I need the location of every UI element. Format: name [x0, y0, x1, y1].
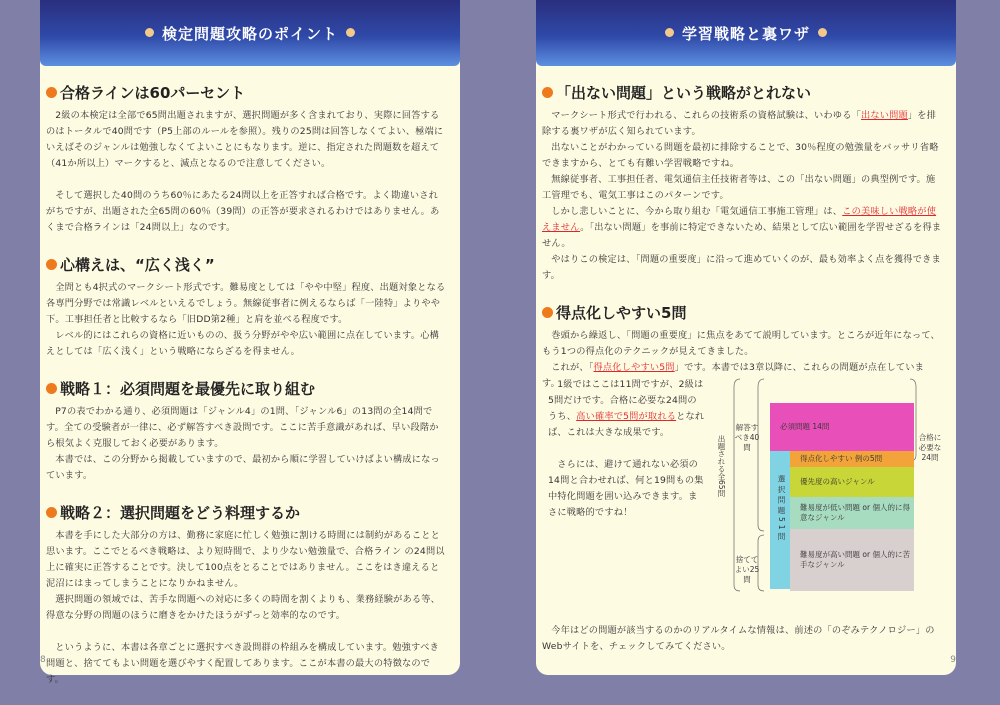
- bullet-icon: [46, 383, 57, 394]
- paragraph: 今年はどの問題が該当するのかのリアルタイムな情報は、前述の「のぞみテクノロジー」のWebサイトを、チェックしてみてください。: [542, 625, 935, 652]
- section-heading: [542, 302, 942, 323]
- left-banner: [40, 0, 460, 66]
- right-banner: [536, 0, 956, 66]
- paragraph: 巻頭から繰返し、「問題の重要度」に焦点をあてて説明しています。ところが近年になって、もう1つの得点化のテクニックが見えてきました。: [542, 330, 940, 357]
- paragraph: 2級の本検定は全部で65問出題されますが、選択問題が多く含まれており、実際に回答するのはトータルで40問です（P5上部のルールを参照）。残りの25問は回答しなくてよい、極端にいえばそのジャンルは勉強しなくてよいことにもなります。逆に、指定された問題数を超えて（41か所以上）マークすると、減点となるので注意してください。: [46, 110, 444, 169]
- label-skip: 捨ててよい25問: [734, 555, 760, 584]
- paragraph: そして選択した40問のうち60％にあたる24問以上を正答すれば合格です。よく勘違いされがちですが、出題された全65問の60％（39問）の正答が要求されるわけではありません。あくまで合格ラインは「24問以上」なのです。: [46, 190, 440, 233]
- label-total: 出題される全65問: [717, 435, 726, 498]
- paragraph: 選択問題の領域では、苦手な問題への対応に多くの時間を割くよりも、業務経験がある等、得意な分野の問題のほうに磨きをかけたほうがずっと効率的なのです。: [46, 594, 441, 621]
- block-low: 難易度が低い問題 or 個人的に得意なジャンル: [790, 497, 914, 529]
- block-easy5: 得点化しやすい 例の5問: [790, 451, 914, 467]
- section-heading: [46, 82, 446, 103]
- paragraph: これが、「得点化しやすい5問」です。本書では3章以降に、これらの問題が点在しています。: [542, 362, 925, 389]
- column-text: 1級ではここは11問ですが、2級は5問だけです。合格に必要な24問のうち、高い確率で5問が取れるとなれば、これは大きな成果です。: [548, 379, 705, 438]
- section-heading: [46, 378, 446, 399]
- label-pass: 合格に必要な24問: [918, 433, 942, 462]
- bullet-icon: [46, 507, 57, 518]
- heading-text: 得点化しやすい5問: [556, 304, 687, 322]
- left-page: [40, 24, 460, 685]
- highlight-text: 高い確率で5問が取れる: [576, 411, 677, 422]
- heading-text: 「出ない問題」という戦略がとれない: [556, 84, 812, 102]
- paragraph: 本書では、この分野から掲載していますので、最初から順に学習していけばよい構成になっています。: [46, 454, 440, 481]
- bullet-icon: [46, 87, 57, 98]
- paragraph: 全問とも4択式のマークシート形式です。難易度としては「やや中堅」程度、出題対象となる各専門分野では常識レベルといえるでしょう。無線従事者に例えるならば「一陸特」よりやや下。工事担任者と比較するなら「旧DD第2種」と肩を並べる程度です。: [46, 282, 446, 325]
- dot-icon: [145, 28, 154, 37]
- heading-text: 戦略２：選択問題をどう料理するか: [60, 504, 301, 522]
- block-required: 必須問題 14問: [770, 403, 914, 451]
- bullet-icon: [542, 87, 553, 98]
- heading-text: 合格ラインは60パーセント: [60, 84, 246, 102]
- section-heading: [46, 502, 446, 523]
- section-heading: [46, 254, 446, 275]
- paragraph: やはりこの検定は、「問題の重要度」に沿って進めていくのが、最も効率よく点を獲得できます。: [542, 254, 941, 281]
- paragraph: レベル的にはこれらの資格に近いものの、扱う分野がやや広い範囲に点在しています。心構えとしては「広く浅く」という戦略にならざるを得ません。: [46, 330, 439, 357]
- bullet-icon: [46, 259, 57, 270]
- paragraph: 本書を手にした大部分の方は、勤務に家庭に忙しく勉強に割ける時間には制約があることと思います。ここでとるべき戦略は、より短時間で、より少ない勉強量で、合格ライン の24問以上に確実に正答することです。決して100点をとることではありません。ここをはき違えると泥沼にはまってしまうことになりかねません。: [46, 530, 445, 589]
- right-page: [536, 25, 956, 675]
- page-number: 8: [40, 655, 46, 665]
- highlight-text: 出ない問題: [860, 110, 908, 121]
- paragraph: 出ないことがわかっている問題を最初に排除することで、30％程度の勉強量をバッサリ省略できますから、とても有難い学習戦略ですね。: [542, 142, 939, 169]
- paragraph: しかし悲しいことに、今から取り組む「電気通信工事施工管理」は、この美味しい戦略が使えません。「出ない問題」を事前に特定できないため、結果として広い範囲を学習せざるを得ません。: [542, 206, 942, 249]
- highlight-text: この美味しい戦略が使えません: [542, 206, 937, 233]
- column-text: さらには、避けて通れない必須の14問と合わせれば、何と19問もの集中特化問題を囲い込みできます。まさに戦略的ですね！: [548, 459, 704, 518]
- heading-text: 心構えは、“広く浅く”: [60, 256, 215, 274]
- right-banner-title: 学習戦略と裏ワザ: [681, 24, 810, 43]
- dot-icon: [665, 28, 674, 37]
- left-banner-title: 検定問題攻略のポイント: [161, 24, 338, 43]
- paragraph: マークシート形式で行われる、これらの技術系の資格試験は、いわゆる「出ない問題」を排除する裏ワザが広く知られています。: [542, 110, 937, 137]
- label-select: 選択問題51問: [777, 475, 786, 544]
- page-number: 9: [950, 655, 956, 665]
- paragraph: P7の表でわかる通り、必須問題は「ジャンル4」の1問、「ジャンル6」の13問の全14問です。全ての受験者が一律に、必ず解答すべき設問です。ここに苦手意識があれば、早い段階から根気よく克服しておく必要があります。: [46, 406, 439, 449]
- paragraph: というように、本書は各章ごとに選択すべき設問群の枠組みを構成しています。勉強すべき問題と、捨ててもよい問題を選びやすく配置してあります。ここが本書の最大の特徴なのです。: [46, 642, 439, 685]
- section-heading: [542, 82, 942, 103]
- dot-icon: [818, 28, 827, 37]
- block-priority: 優先度の高いジャンル: [790, 467, 914, 497]
- question-diagram: [712, 375, 942, 595]
- heading-text: 戦略１：必須問題を最優先に取り組む: [60, 380, 316, 398]
- block-high: 難易度が高い問題 or 個人的に苦手なジャンル: [790, 529, 914, 591]
- paragraph: 無線従事者、工事担任者、電気通信主任技術者等は、この「出ない問題」の典型例です。施工管理でも、電気工事はこのパターンです。: [542, 174, 936, 201]
- highlight-text: 得点化しやすい5問: [593, 362, 675, 373]
- bullet-icon: [542, 307, 553, 318]
- dot-icon: [346, 28, 355, 37]
- label-answer: 解答すべき40問: [734, 423, 760, 452]
